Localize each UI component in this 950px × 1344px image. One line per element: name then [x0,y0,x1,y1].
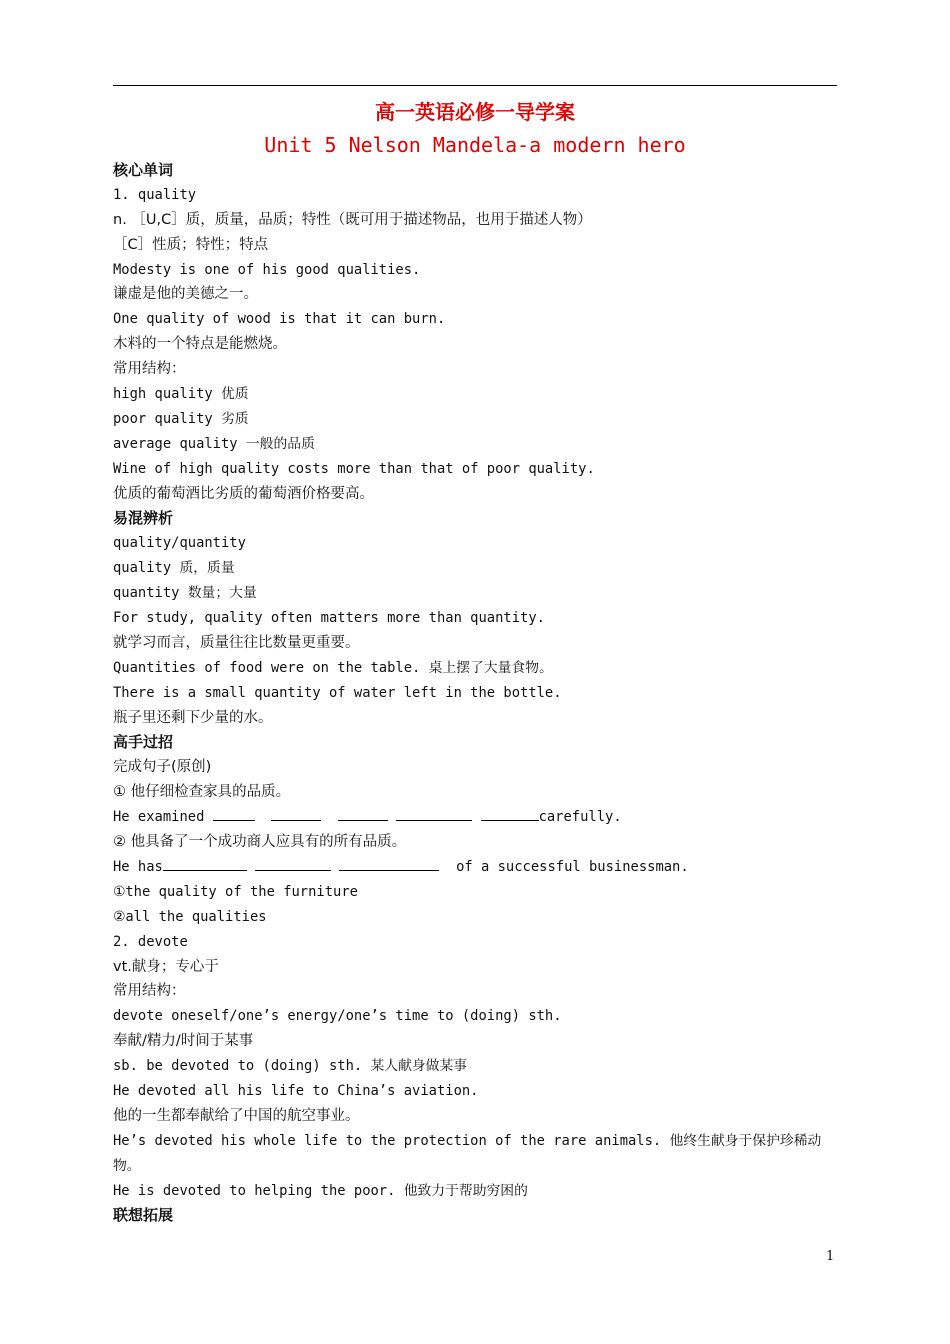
word-heading-quality: 1. quality [113,186,197,203]
answer-blank[interactable] [271,806,321,821]
answer-blank[interactable] [338,806,388,821]
exercise-prompt: ① 他仔细检查家具的品质。 [113,784,291,801]
answer-blank[interactable] [481,806,539,821]
example-sentence: There is a small quantity of water left in the bottle. [113,684,562,701]
exercise-blank-line [113,855,843,880]
phrase-line: high quality 优质 [113,386,249,403]
example-sentence: He is devoted to helping the poor. 他致力于帮助穷困的 [113,1182,528,1199]
exercise-blank-line [113,805,843,830]
section-heading-core-words: 核心单词 [113,161,174,179]
exercise-text: He examined [113,809,205,826]
answer-blank[interactable] [396,806,472,821]
example-sentence: Modesty is one of his good qualities. [113,261,421,278]
exercise-instruction: 完成句子(原创) [113,759,212,776]
example-sentence: He’s devoted his whole life to the protection of the rare animals. 他终生献身于保护珍稀动物。 [113,1132,822,1174]
word-heading-devote: 2. devote [113,933,188,950]
answer-blank[interactable] [213,806,255,821]
example-sentence: For study, quality often matters more than quantity. [113,610,545,627]
content [113,158,843,1228]
phrase-line: poor quality 劣质 [113,410,249,427]
definition-line: ［C］性质；特性；特点 [113,236,269,253]
structure-label: 常用结构： [113,361,186,378]
definition-line: vt.献身；专心于 [113,958,219,975]
example-translation: 谦虚是他的美德之一。 [113,286,258,303]
example-translation: 木料的一个特点是能燃烧。 [113,336,287,353]
answer-blank[interactable] [163,856,247,871]
example-translation: 瓶子里还剩下少量的水。 [113,709,273,726]
unit-title: Unit 5 Nelson Mandela-a modern hero [264,133,686,157]
phrase-line: quantity 数量；大量 [113,585,257,602]
exercise-text: He has [113,858,163,875]
section-heading-confusables: 易混辨析 [113,509,174,528]
example-sentence: Wine of high quality costs more than that of poor quality. [113,460,595,477]
structure-label: 常用结构： [113,983,186,1000]
answer-line: ①the quality of the furniture [113,883,358,900]
phrase-line: sb. be devoted to (doing) sth. 某人献身做某事 [113,1058,468,1075]
exercise-text: carefully. [538,809,622,826]
exercise-prompt: ② 他具备了一个成功商人应具有的所有品质。 [113,834,407,851]
example-sentence: Quantities of food were on the table. 桌上摆了大量食物。 [113,659,553,676]
example-sentence: One quality of wood is that it can burn. [113,311,446,328]
phrase-line: average quality 一般的品质 [113,435,315,452]
example-translation: 他的一生都奉献给了中国的航空事业。 [113,1107,360,1124]
answer-line: ②all the qualities [113,908,267,925]
header-rule [113,85,837,86]
example-translation: 优质的葡萄酒比劣质的葡萄酒价格要高。 [113,485,374,502]
phrase-line: quality/quantity [113,535,246,552]
phrase-line: quality 质，质量 [113,560,235,577]
section-heading-extension: 联想拓展 [113,1206,174,1225]
example-sentence: He devoted all his life to China’s aviation. [113,1082,479,1099]
answer-blank[interactable] [339,856,439,871]
phrase-line: devote oneself/one’s energy/one’s time to (doing) sth. [113,1008,562,1025]
document-title: 高一英语必修一导学案 [375,100,575,124]
phrase-translation: 奉献/精力/时间于某事 [113,1033,254,1050]
definition-line: n. ［U,C］质，质量，品质；特性（既可用于描述物品，也用于描述人物） [113,211,592,228]
answer-blank[interactable] [255,856,331,871]
page-number: 1 [826,1249,835,1264]
example-translation: 就学习而言，质量往往比数量更重要。 [113,634,360,651]
exercise-text: of a successful businessman. [456,858,689,875]
section-heading-practice: 高手过招 [113,733,174,752]
